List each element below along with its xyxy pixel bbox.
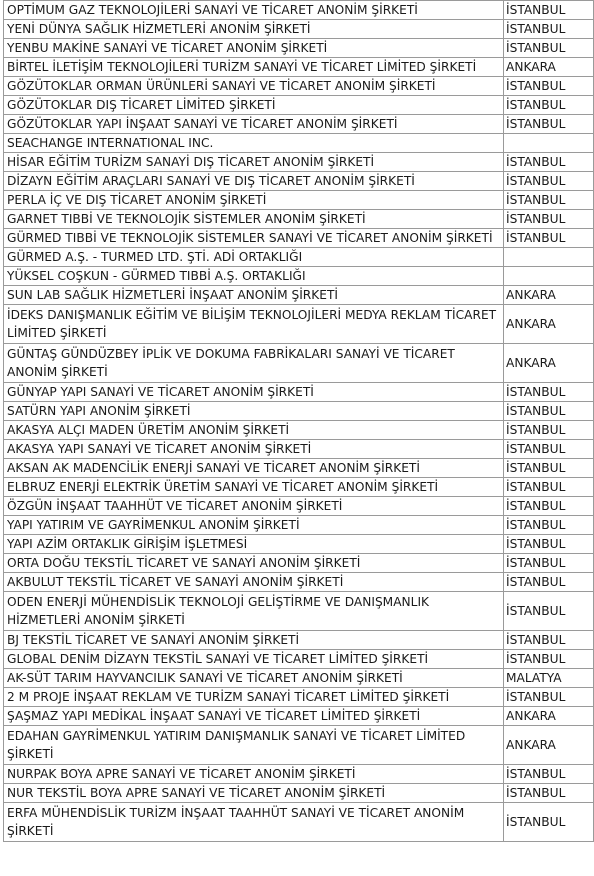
city-cell: İSTANBUL (504, 115, 594, 134)
company-name-cell: GÜRMED A.Ş. - TURMED LTD. ŞTİ. ADİ ORTAKLIĞI (4, 248, 504, 267)
city-cell: İSTANBUL (504, 631, 594, 650)
table-row (4, 229, 594, 248)
company-name-cell: İDEKS DANIŞMANLIK EĞİTİM VE BİLİŞİM TEKNOLOJİLERİ MEDYA REKLAM TİCARET LİMİTED ŞİRKETİ (4, 305, 504, 344)
company-name-cell: ELBRUZ ENERJİ ELEKTRİK ÜRETİM SANAYİ VE TİCARET ANONİM ŞİRKETİ (4, 478, 504, 497)
company-name-cell: GÜRMED TIBBİ VE TEKNOLOJİK SİSTEMLER SANAYİ VE TİCARET ANONİM ŞİRKETİ (4, 229, 504, 248)
company-name-cell: YENBU MAKİNE SANAYİ VE TİCARET ANONİM ŞİRKETİ (4, 39, 504, 58)
table-row (4, 134, 594, 153)
company-name-cell: EDAHAN GAYRİMENKUL YATIRIM DANIŞMANLIK SANAYİ VE TİCARET LİMİTED ŞİRKETİ (4, 726, 504, 765)
city-cell: İSTANBUL (504, 191, 594, 210)
city-cell: İSTANBUL (504, 39, 594, 58)
company-name-cell: GÖZÜTOKLAR ORMAN ÜRÜNLERİ SANAYİ VE TİCARET ANONİM ŞİRKETİ (4, 77, 504, 96)
company-name-cell: DİZAYN EĞİTİM ARAÇLARI SANAYİ VE DIŞ TİCARET ANONİM ŞİRKETİ (4, 172, 504, 191)
city-cell: İSTANBUL (504, 650, 594, 669)
table-row (4, 765, 594, 784)
company-name-cell: AKASYA ALÇI MADEN ÜRETİM ANONİM ŞİRKETİ (4, 421, 504, 440)
city-cell: ANKARA (504, 286, 594, 305)
company-table (3, 0, 594, 842)
table-row (4, 267, 594, 286)
city-cell: İSTANBUL (504, 20, 594, 39)
city-cell: İSTANBUL (504, 459, 594, 478)
company-name-cell: YÜKSEL COŞKUN - GÜRMED TIBBİ A.Ş. ORTAKLIĞI (4, 267, 504, 286)
table-row (4, 554, 594, 573)
table-row (4, 383, 594, 402)
city-cell: İSTANBUL (504, 803, 594, 842)
table-row (4, 650, 594, 669)
company-name-cell: PERLA İÇ VE DIŞ TİCARET ANONİM ŞİRKETİ (4, 191, 504, 210)
city-cell: İSTANBUL (504, 573, 594, 592)
table-row (4, 726, 594, 765)
company-name-cell: NUR TEKSTİL BOYA APRE SANAYİ VE TİCARET ANONİM ŞİRKETİ (4, 784, 504, 803)
table-row (4, 631, 594, 650)
city-cell (504, 248, 594, 267)
table-row (4, 96, 594, 115)
company-name-cell: ÖZGÜN İNŞAAT TAAHHÜT VE TİCARET ANONİM ŞİRKETİ (4, 497, 504, 516)
company-name-cell: GARNET TIBBİ VE TEKNOLOJİK SİSTEMLER ANONİM ŞİRKETİ (4, 210, 504, 229)
company-name-cell: 2 M PROJE İNŞAAT REKLAM VE TURİZM SANAYİ TİCARET LİMİTED ŞİRKETİ (4, 688, 504, 707)
city-cell: İSTANBUL (504, 592, 594, 631)
city-cell (504, 267, 594, 286)
company-name-cell: GLOBAL DENİM DİZAYN TEKSTİL SANAYİ VE TİCARET LİMİTED ŞİRKETİ (4, 650, 504, 669)
city-cell: İSTANBUL (504, 96, 594, 115)
city-cell: İSTANBUL (504, 383, 594, 402)
table-row (4, 421, 594, 440)
company-name-cell: AKSAN AK MADENCİLİK ENERJİ SANAYİ VE TİCARET ANONİM ŞİRKETİ (4, 459, 504, 478)
city-cell: İSTANBUL (504, 402, 594, 421)
table-row (4, 478, 594, 497)
company-name-cell: NURPAK BOYA APRE SANAYİ VE TİCARET ANONİM ŞİRKETİ (4, 765, 504, 784)
table-row (4, 115, 594, 134)
company-name-cell: ORTA DOĞU TEKSTİL TİCARET VE SANAYİ ANONİM ŞİRKETİ (4, 554, 504, 573)
city-cell: İSTANBUL (504, 765, 594, 784)
city-cell: İSTANBUL (504, 77, 594, 96)
city-cell: İSTANBUL (504, 554, 594, 573)
table-row (4, 153, 594, 172)
city-cell: İSTANBUL (504, 784, 594, 803)
city-cell: İSTANBUL (504, 535, 594, 554)
company-name-cell: BJ TEKSTİL TİCARET VE SANAYİ ANONİM ŞİRKETİ (4, 631, 504, 650)
table-row (4, 1, 594, 20)
company-name-cell: GÜNTAŞ GÜNDÜZBEY İPLİK VE DOKUMA FABRİKALARI SANAYİ VE TİCARET ANONİM ŞİRKETİ (4, 344, 504, 383)
table-row (4, 459, 594, 478)
table-row (4, 210, 594, 229)
table-row (4, 803, 594, 842)
table-row (4, 535, 594, 554)
city-cell: İSTANBUL (504, 210, 594, 229)
table-row (4, 344, 594, 383)
city-cell: İSTANBUL (504, 440, 594, 459)
city-cell: MALATYA (504, 669, 594, 688)
table-row (4, 172, 594, 191)
company-name-cell: YAPI AZİM ORTAKLIK GİRİŞİM İŞLETMESİ (4, 535, 504, 554)
table-row (4, 688, 594, 707)
table-row (4, 707, 594, 726)
city-cell: ANKARA (504, 344, 594, 383)
table-row (4, 58, 594, 77)
company-name-cell: AKBULUT TEKSTİL TİCARET VE SANAYİ ANONİM ŞİRKETİ (4, 573, 504, 592)
city-cell: İSTANBUL (504, 421, 594, 440)
city-cell: İSTANBUL (504, 229, 594, 248)
company-name-cell: SEACHANGE INTERNATIONAL INC. (4, 134, 504, 153)
city-cell: ANKARA (504, 707, 594, 726)
table-row (4, 669, 594, 688)
city-cell: İSTANBUL (504, 1, 594, 20)
table-row (4, 20, 594, 39)
company-name-cell: BİRTEL İLETİŞİM TEKNOLOJİLERİ TURİZM SANAYİ VE TİCARET LİMİTED ŞİRKETİ (4, 58, 504, 77)
table-row (4, 286, 594, 305)
table-row (4, 402, 594, 421)
company-name-cell: ERFA MÜHENDİSLİK TURİZM İNŞAAT TAAHHÜT SANAYİ VE TİCARET ANONİM ŞİRKETİ (4, 803, 504, 842)
table-row (4, 248, 594, 267)
company-name-cell: GÖZÜTOKLAR DIŞ TİCARET LİMİTED ŞİRKETİ (4, 96, 504, 115)
table-row (4, 784, 594, 803)
city-cell: İSTANBUL (504, 516, 594, 535)
company-name-cell: OPTİMUM GAZ TEKNOLOJİLERİ SANAYİ VE TİCARET ANONİM ŞİRKETİ (4, 1, 504, 20)
city-cell: ANKARA (504, 726, 594, 765)
company-table-body (4, 1, 594, 842)
company-name-cell: AKASYA YAPI SANAYİ VE TİCARET ANONİM ŞİRKETİ (4, 440, 504, 459)
table-row (4, 573, 594, 592)
company-name-cell: ODEN ENERJİ MÜHENDİSLİK TEKNOLOJİ GELİŞTİRME VE DANIŞMANLIK HİZMETLERİ ANONİM ŞİRKETİ (4, 592, 504, 631)
table-row (4, 305, 594, 344)
company-name-cell: ŞAŞMAZ YAPI MEDİKAL İNŞAAT SANAYİ VE TİCARET LİMİTED ŞİRKETİ (4, 707, 504, 726)
company-name-cell: SATÜRN YAPI ANONİM ŞİRKETİ (4, 402, 504, 421)
city-cell: İSTANBUL (504, 172, 594, 191)
company-name-cell: YENİ DÜNYA SAĞLIK HİZMETLERİ ANONİM ŞİRKETİ (4, 20, 504, 39)
company-name-cell: YAPI YATIRIM VE GAYRİMENKUL ANONİM ŞİRKETİ (4, 516, 504, 535)
company-name-cell: HİSAR EĞİTİM TURİZM SANAYİ DIŞ TİCARET ANONİM ŞİRKETİ (4, 153, 504, 172)
table-row (4, 191, 594, 210)
city-cell (504, 134, 594, 153)
city-cell: İSTANBUL (504, 497, 594, 516)
city-cell: İSTANBUL (504, 478, 594, 497)
table-row (4, 497, 594, 516)
company-table-container (3, 0, 593, 842)
city-cell: ANKARA (504, 305, 594, 344)
table-row (4, 440, 594, 459)
city-cell: İSTANBUL (504, 688, 594, 707)
table-row (4, 592, 594, 631)
table-row (4, 39, 594, 58)
city-cell: İSTANBUL (504, 153, 594, 172)
company-name-cell: SUN LAB SAĞLIK HİZMETLERİ İNŞAAT ANONİM ŞİRKETİ (4, 286, 504, 305)
company-name-cell: GÜNYAP YAPI SANAYİ VE TİCARET ANONİM ŞİRKETİ (4, 383, 504, 402)
table-row (4, 516, 594, 535)
company-name-cell: GÖZÜTOKLAR YAPI İNŞAAT SANAYİ VE TİCARET ANONİM ŞİRKETİ (4, 115, 504, 134)
company-name-cell: AK-SÜT TARIM HAYVANCILIK SANAYİ VE TİCARET ANONİM ŞİRKETİ (4, 669, 504, 688)
table-row (4, 77, 594, 96)
city-cell: ANKARA (504, 58, 594, 77)
